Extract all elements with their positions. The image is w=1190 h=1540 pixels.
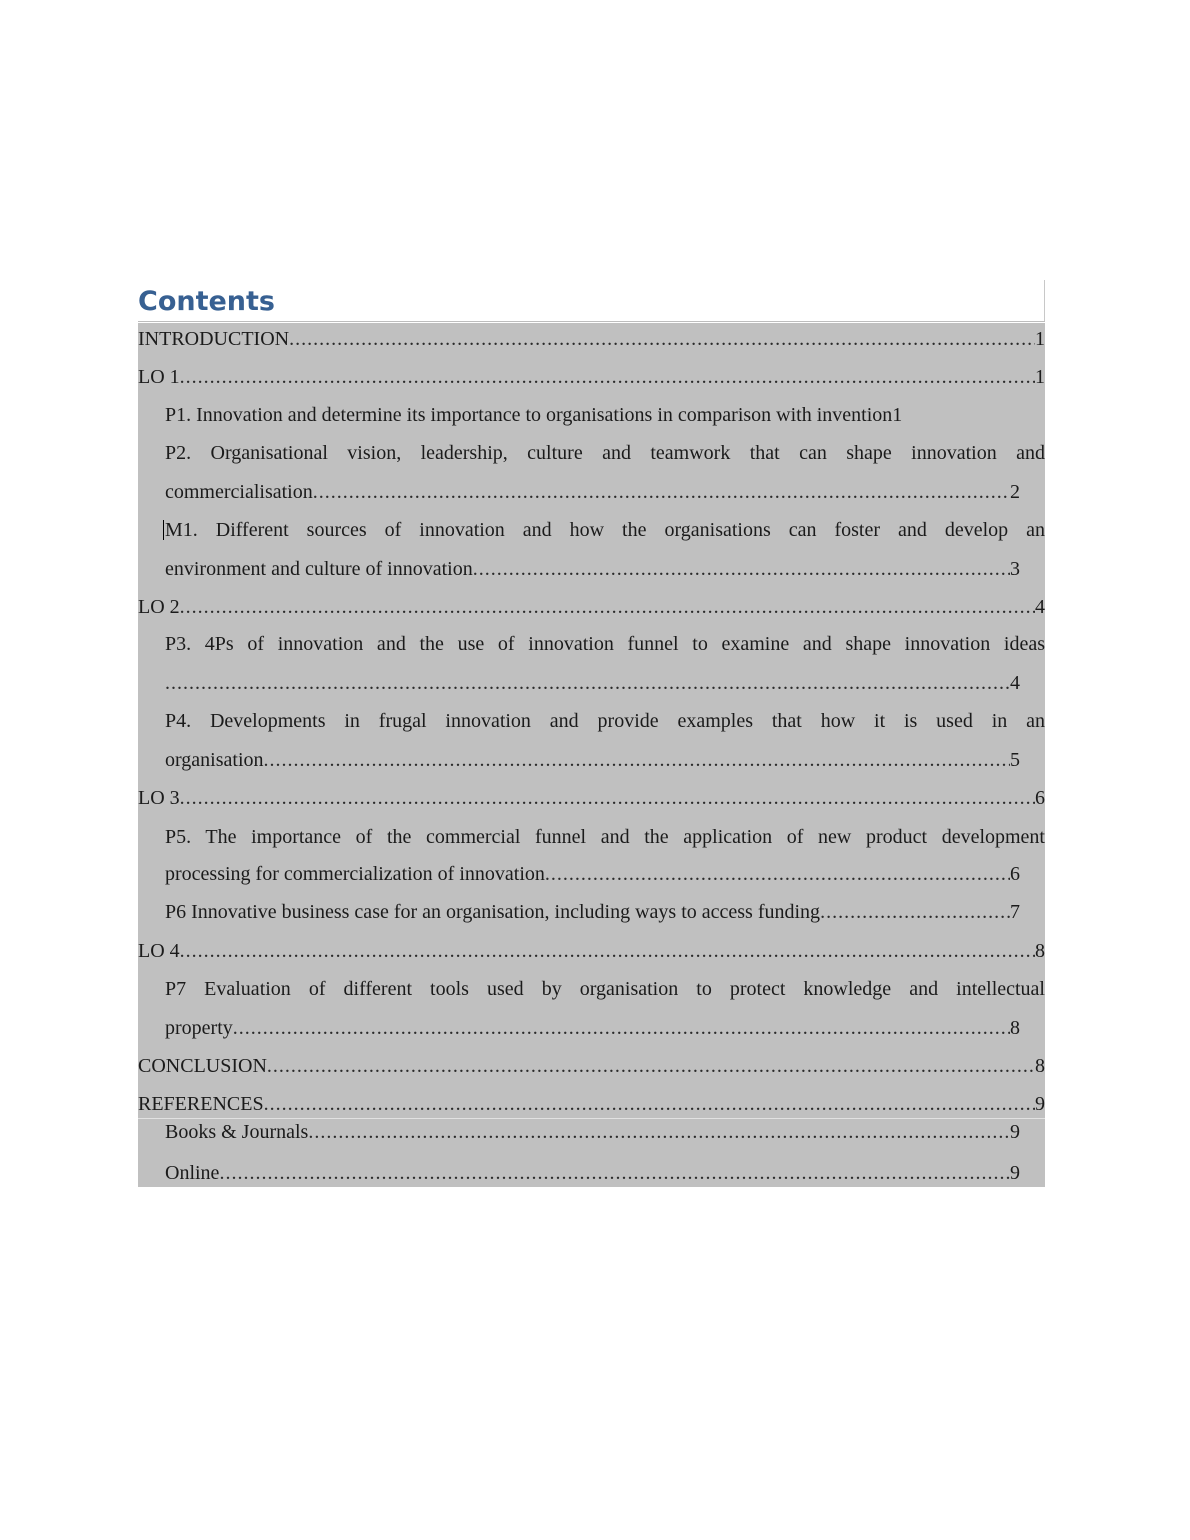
- toc-entry-m1-line1[interactable]: M1. Different sources of innovation and how the organisations can foster and develop an: [165, 519, 1045, 541]
- dot-leader: [289, 326, 1035, 352]
- toc-entry-lo1[interactable]: LO 1 ..... 1: [138, 364, 1045, 390]
- toc-entry-p5-line1[interactable]: P5. The importance of the commercial funnel and the application of new product development: [165, 826, 1045, 848]
- title-underline: [138, 321, 1045, 322]
- toc-entry-online[interactable]: Online ..... 9: [165, 1160, 1020, 1186]
- toc-entry-p3-line2[interactable]: ..... 4: [165, 670, 1020, 696]
- dot-leader: [180, 364, 1035, 390]
- toc-entry-p2-line1[interactable]: P2. Organisational vision, leadership, culture and teamwork that can shape innovation and: [165, 442, 1045, 464]
- toc-entry-lo3[interactable]: LO 3 ..... 6: [138, 785, 1045, 811]
- toc-entry-p3-line1[interactable]: P3. 4Ps of innovation and the use of innovation funnel to examine and shape innovation ideas: [165, 633, 1045, 655]
- dot-leader: [180, 594, 1035, 620]
- toc-entry-p5-line2[interactable]: processing for commercialization of innovation ..... 6: [165, 861, 1020, 887]
- dot-leader: [308, 1119, 1010, 1145]
- toc-entry-books-journals[interactable]: Books & Journals ..... 9: [165, 1119, 1020, 1145]
- dot-leader: [233, 1015, 1010, 1041]
- toc-title: Contents: [138, 286, 276, 317]
- text-cursor: [163, 520, 164, 540]
- dot-leader: [165, 670, 1010, 696]
- toc-entry-p7-line1[interactable]: P7 Evaluation of different tools used by organisation to protect knowledge and intellectual: [165, 978, 1045, 1000]
- dot-leader: [473, 556, 1010, 582]
- toc-field-shading[interactable]: [138, 323, 1045, 1187]
- toc-entry-p1[interactable]: P1. Innovation and determine its importance to organisations in comparison with invention 1: [165, 404, 903, 426]
- dot-leader: [180, 938, 1035, 964]
- toc-entry-p7-line2[interactable]: property ..... 8: [165, 1015, 1020, 1041]
- toc-entry-conclusion[interactable]: CONCLUSION ..... 8: [138, 1053, 1045, 1079]
- dot-leader: [264, 747, 1010, 773]
- toc-entry-introduction[interactable]: INTRODUCTION ..... 1: [138, 326, 1045, 352]
- toc-entry-lo4[interactable]: LO 4 ..... 8: [138, 938, 1045, 964]
- dot-leader: [820, 899, 1010, 925]
- toc-entry-p2-line2[interactable]: commercialisation ..... 2: [165, 479, 1020, 505]
- dot-leader: [313, 479, 1010, 505]
- toc-entry-p4-line2[interactable]: organisation ..... 5: [165, 747, 1020, 773]
- toc-entry-lo2[interactable]: LO 2 ..... 4: [138, 594, 1045, 620]
- toc-entry-m1-line2[interactable]: environment and culture of innovation ..... 3: [165, 556, 1020, 582]
- dot-leader: [219, 1160, 1010, 1186]
- frame-rule: [1044, 280, 1045, 322]
- toc-entry-references[interactable]: REFERENCES ..... 9: [138, 1091, 1045, 1117]
- dot-leader: [180, 785, 1035, 811]
- toc-entry-p4-line1[interactable]: P4. Developments in frugal innovation and provide examples that how it is used in an: [165, 710, 1045, 732]
- dot-leader: [267, 1053, 1035, 1079]
- dot-leader: [264, 1091, 1035, 1117]
- dot-leader: [545, 861, 1010, 887]
- toc-entry-p6[interactable]: P6 Innovative business case for an organisation, including ways to access funding ..... 7: [165, 899, 1020, 925]
